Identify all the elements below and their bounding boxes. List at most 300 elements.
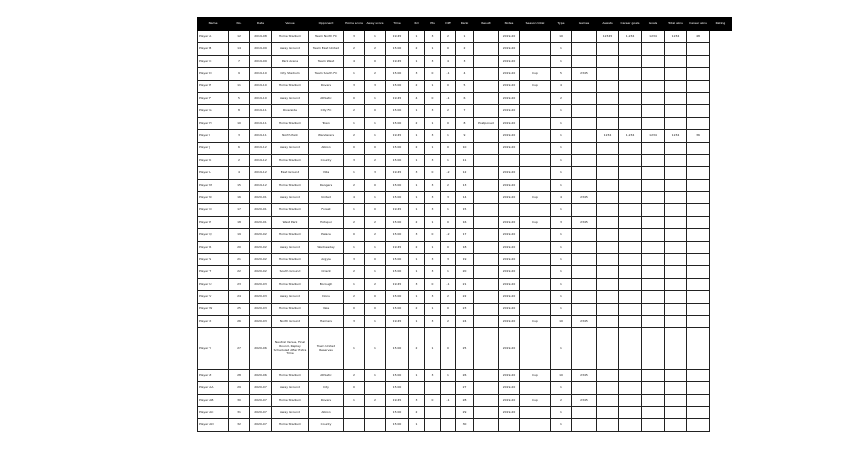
table-cell bbox=[474, 266, 499, 278]
table-cell: 1 bbox=[409, 130, 425, 142]
table-cell bbox=[365, 382, 386, 394]
table-cell bbox=[597, 192, 619, 204]
table-cell: 1 bbox=[365, 328, 386, 369]
table-cell: 2020-01 bbox=[250, 204, 272, 216]
table-cell: 0 bbox=[425, 167, 441, 179]
table-cell: 1 bbox=[409, 266, 425, 278]
table-cell: -1 bbox=[441, 278, 456, 290]
table-cell: 2019-20 bbox=[499, 192, 520, 204]
table-cell: 24 bbox=[456, 315, 474, 327]
table-cell bbox=[642, 369, 665, 381]
column-header[interactable]: Opponent bbox=[309, 18, 344, 31]
table-cell: Home Stadium bbox=[272, 303, 309, 315]
table-cell bbox=[619, 291, 642, 303]
table-cell: Home Stadium bbox=[272, 31, 309, 43]
table-cell: 19:45 bbox=[386, 315, 409, 327]
table-cell: 1 bbox=[409, 192, 425, 204]
table-cell: Player O bbox=[198, 204, 229, 216]
table-cell bbox=[665, 278, 687, 290]
column-header[interactable]: Venue bbox=[272, 18, 309, 31]
table-cell: 2 bbox=[344, 179, 365, 191]
table-cell: Home Stadium bbox=[272, 369, 309, 381]
table-cell: 2345 bbox=[572, 192, 597, 204]
table-cell: 1 bbox=[425, 303, 441, 315]
table-cell: 1 bbox=[551, 382, 572, 394]
table-row bbox=[198, 229, 732, 241]
column-header[interactable]: Away score bbox=[365, 18, 386, 31]
table-cell bbox=[474, 142, 499, 154]
table-cell: 29 bbox=[229, 382, 250, 394]
table-cell: 0 bbox=[344, 303, 365, 315]
table-cell: 2019-11 bbox=[250, 130, 272, 142]
table-cell bbox=[597, 167, 619, 179]
table-cell bbox=[642, 216, 665, 228]
table-cell: 15:00 bbox=[386, 291, 409, 303]
table-cell: 3 bbox=[425, 204, 441, 216]
table-cell bbox=[441, 407, 456, 419]
table-cell: 0 bbox=[344, 142, 365, 154]
table-cell bbox=[687, 142, 710, 154]
table-cell: 16 bbox=[229, 192, 250, 204]
table-cell bbox=[665, 328, 687, 369]
column-header[interactable]: Season total bbox=[520, 18, 551, 31]
table-cell: 19:45 bbox=[386, 92, 409, 104]
table-cell: United bbox=[309, 192, 344, 204]
table-cell: Team North FC bbox=[309, 31, 344, 43]
table-cell: 0 bbox=[425, 229, 441, 241]
table-cell bbox=[597, 80, 619, 92]
table-cell: 1 bbox=[425, 43, 441, 55]
column-header[interactable]: Pts bbox=[425, 18, 441, 31]
table-cell bbox=[520, 142, 551, 154]
table-cell: 1 bbox=[441, 204, 456, 216]
table-cell: 22 bbox=[456, 291, 474, 303]
table-cell: 5 bbox=[229, 92, 250, 104]
table-cell: 0 bbox=[365, 105, 386, 117]
table-cell bbox=[619, 192, 642, 204]
table-cell: Home Stadium bbox=[272, 80, 309, 92]
table-cell: 1234 bbox=[665, 130, 687, 142]
table-cell: 6 bbox=[456, 92, 474, 104]
table-cell: Cup bbox=[520, 216, 551, 228]
table-cell: 2345 bbox=[572, 216, 597, 228]
table-cell: 3 bbox=[425, 315, 441, 327]
table-cell: 22 bbox=[229, 266, 250, 278]
table-row bbox=[198, 80, 732, 92]
table-cell: North Ground bbox=[272, 315, 309, 327]
table-cell: Home Stadium bbox=[272, 117, 309, 129]
table-cell: 1 bbox=[551, 105, 572, 117]
table-row bbox=[198, 266, 732, 278]
table-cell: 9 bbox=[456, 130, 474, 142]
table-cell: Player T bbox=[198, 266, 229, 278]
table-cell: 2345 bbox=[572, 315, 597, 327]
table-cell: Albion bbox=[309, 142, 344, 154]
table-cell bbox=[597, 43, 619, 55]
table-cell bbox=[665, 315, 687, 327]
table-cell: 1 bbox=[551, 142, 572, 154]
table-cell: 2020-01 bbox=[250, 216, 272, 228]
table-cell: 15:00 bbox=[386, 216, 409, 228]
table-cell: 23 bbox=[456, 303, 474, 315]
table-cell: 0 bbox=[344, 382, 365, 394]
table-cell bbox=[665, 154, 687, 166]
table-cell: 15:00 bbox=[386, 43, 409, 55]
column-header[interactable]: No. bbox=[229, 18, 250, 31]
table-cell: 2 bbox=[456, 43, 474, 55]
table-cell: Player V bbox=[198, 291, 229, 303]
table-cell: 2 bbox=[365, 68, 386, 80]
table-cell: Park Arena bbox=[272, 55, 309, 67]
table-cell: 1 bbox=[551, 43, 572, 55]
column-header[interactable]: Home score bbox=[344, 18, 365, 31]
table-cell: Borough bbox=[309, 278, 344, 290]
table-cell bbox=[572, 80, 597, 92]
table-cell: 19:45 bbox=[386, 31, 409, 43]
table-cell bbox=[687, 43, 710, 55]
table-cell: 28 bbox=[229, 369, 250, 381]
table-cell: Away Ground bbox=[272, 92, 309, 104]
table-cell bbox=[474, 328, 499, 369]
table-cell: Athletic bbox=[309, 369, 344, 381]
table-cell: 1 bbox=[365, 92, 386, 104]
table-row bbox=[198, 142, 732, 154]
table-cell: 2019-20 bbox=[499, 229, 520, 241]
table-cell: 2345 bbox=[572, 394, 597, 406]
table-cell: 1 bbox=[456, 31, 474, 43]
table-cell: Vale bbox=[309, 303, 344, 315]
table-cell: 4 bbox=[229, 167, 250, 179]
table-cell: 2 bbox=[441, 315, 456, 327]
table-cell: 1 bbox=[409, 291, 425, 303]
table-cell: 3 bbox=[229, 130, 250, 142]
table-cell: 11 bbox=[456, 154, 474, 166]
table-cell: 1 bbox=[551, 278, 572, 290]
column-header[interactable]: Games bbox=[572, 18, 597, 31]
table-cell bbox=[665, 167, 687, 179]
table-row bbox=[198, 105, 732, 117]
table-cell: 4 bbox=[551, 80, 572, 92]
table-cell: 1 bbox=[344, 278, 365, 290]
table-cell: 2019-20 bbox=[499, 80, 520, 92]
table-cell: 2020-02 bbox=[250, 229, 272, 241]
table-cell: Player AD bbox=[198, 419, 229, 432]
table-cell: Home Stadium bbox=[272, 278, 309, 290]
table-cell bbox=[499, 419, 520, 432]
table-cell: 2020-06 bbox=[250, 328, 272, 369]
table-cell: Cup bbox=[520, 68, 551, 80]
table-cell: Player A bbox=[198, 31, 229, 43]
table-row bbox=[198, 382, 732, 394]
table-cell: 0 bbox=[441, 142, 456, 154]
table-cell: 2020-03 bbox=[250, 303, 272, 315]
table-cell bbox=[474, 55, 499, 67]
table-cell: Cup bbox=[520, 369, 551, 381]
table-cell bbox=[572, 92, 597, 104]
table-cell bbox=[687, 241, 710, 253]
table-cell: 1 bbox=[551, 266, 572, 278]
table-cell: Town bbox=[309, 117, 344, 129]
table-cell bbox=[665, 117, 687, 129]
table-cell: Neutral Venue, Final Round, Replay Scheduled After Extra Time bbox=[272, 328, 309, 369]
column-header[interactable]: Result bbox=[474, 18, 499, 31]
column-header[interactable]: Career wins bbox=[687, 18, 710, 31]
table-cell: 0 bbox=[344, 229, 365, 241]
table-cell: County bbox=[309, 419, 344, 432]
table-cell: 2019-11 bbox=[250, 105, 272, 117]
column-header[interactable]: Time bbox=[386, 18, 409, 31]
table-cell: -2 bbox=[441, 229, 456, 241]
table-cell bbox=[572, 117, 597, 129]
table-cell bbox=[597, 179, 619, 191]
table-row bbox=[198, 394, 732, 406]
table-cell: 15 bbox=[229, 179, 250, 191]
table-row bbox=[198, 130, 732, 142]
table-cell: 3 bbox=[344, 254, 365, 266]
table-cell: 2019-20 bbox=[499, 105, 520, 117]
table-cell bbox=[520, 179, 551, 191]
table-cell bbox=[520, 382, 551, 394]
table-cell: 1 bbox=[441, 266, 456, 278]
table-cell: 3 bbox=[456, 55, 474, 67]
table-cell: -1 bbox=[441, 68, 456, 80]
table-cell: 2 bbox=[409, 80, 425, 92]
table-cell bbox=[665, 382, 687, 394]
table-cell bbox=[687, 68, 710, 80]
table-cell: Forest bbox=[309, 204, 344, 216]
table-cell: 4 bbox=[344, 192, 365, 204]
table-cell bbox=[642, 105, 665, 117]
table-cell bbox=[520, 117, 551, 129]
table-cell bbox=[665, 266, 687, 278]
table-cell bbox=[642, 179, 665, 191]
table-cell bbox=[474, 192, 499, 204]
table-cell: 2019-10 bbox=[250, 80, 272, 92]
table-cell: -1 bbox=[441, 92, 456, 104]
table-cell: Player E bbox=[198, 80, 229, 92]
table-cell bbox=[642, 278, 665, 290]
table-cell: 0 bbox=[365, 291, 386, 303]
table-cell bbox=[520, 407, 551, 419]
table-cell: 27 bbox=[456, 382, 474, 394]
table-cell: 15:00 bbox=[386, 407, 409, 419]
table-cell: 14 bbox=[456, 192, 474, 204]
table-cell bbox=[687, 192, 710, 204]
table-cell bbox=[642, 117, 665, 129]
table-cell: 1 bbox=[425, 142, 441, 154]
table-cell: 2 bbox=[365, 394, 386, 406]
table-cell bbox=[642, 394, 665, 406]
table-cell: 0 bbox=[441, 43, 456, 55]
column-header[interactable]: Rating bbox=[710, 18, 732, 31]
table-cell bbox=[474, 254, 499, 266]
table-row bbox=[198, 328, 732, 369]
table-cell bbox=[687, 216, 710, 228]
table-cell: 15:00 bbox=[386, 80, 409, 92]
table-cell bbox=[597, 229, 619, 241]
table-row bbox=[198, 179, 732, 191]
table-cell: 2 bbox=[344, 43, 365, 55]
table-cell bbox=[665, 303, 687, 315]
table-cell: Player X bbox=[198, 315, 229, 327]
column-header[interactable]: Goals bbox=[642, 18, 665, 31]
column-header[interactable]: Rank bbox=[456, 18, 474, 31]
table-cell bbox=[474, 216, 499, 228]
table-cell: 1 bbox=[551, 229, 572, 241]
table-cell bbox=[597, 369, 619, 381]
table-cell: 3 bbox=[365, 80, 386, 92]
column-header[interactable]: Date bbox=[250, 18, 272, 31]
table-cell: 7 bbox=[456, 105, 474, 117]
table-cell bbox=[572, 278, 597, 290]
table-cell bbox=[642, 68, 665, 80]
table-cell: 2 bbox=[441, 291, 456, 303]
table-cell bbox=[520, 154, 551, 166]
table-cell: 3 bbox=[425, 369, 441, 381]
column-header[interactable]: Diff bbox=[441, 18, 456, 31]
table-cell: 15:00 bbox=[386, 154, 409, 166]
table-row bbox=[198, 291, 732, 303]
table-cell: Team East United bbox=[309, 43, 344, 55]
table-cell: Cup bbox=[520, 192, 551, 204]
table-cell bbox=[687, 179, 710, 191]
table-cell bbox=[597, 278, 619, 290]
table-cell: Away Ground bbox=[272, 192, 309, 204]
table-cell: Rangers bbox=[309, 179, 344, 191]
table-cell bbox=[687, 369, 710, 381]
table-cell bbox=[619, 142, 642, 154]
table-cell bbox=[665, 407, 687, 419]
table-cell bbox=[572, 266, 597, 278]
table-cell: Home Stadium bbox=[272, 154, 309, 166]
table-cell bbox=[597, 117, 619, 129]
table-cell bbox=[597, 92, 619, 104]
table-cell: Dons bbox=[309, 291, 344, 303]
table-cell bbox=[474, 167, 499, 179]
table-cell: 19:45 bbox=[386, 55, 409, 67]
table-cell: 14 bbox=[229, 43, 250, 55]
table-cell: 1 bbox=[365, 130, 386, 142]
table-cell: 5 bbox=[551, 68, 572, 80]
table-cell bbox=[642, 291, 665, 303]
table-cell: 2019-20 bbox=[499, 92, 520, 104]
table-cell bbox=[520, 291, 551, 303]
table-cell bbox=[665, 80, 687, 92]
table-cell bbox=[520, 266, 551, 278]
table-cell: Rovers bbox=[309, 394, 344, 406]
table-cell: Albion bbox=[309, 407, 344, 419]
table-cell: 1 bbox=[344, 394, 365, 406]
table-cell bbox=[474, 369, 499, 381]
table-cell: 1234 bbox=[597, 130, 619, 142]
table-cell: 2019-20 bbox=[499, 130, 520, 142]
table-cell: Player Y bbox=[198, 328, 229, 369]
table-cell: 2020-06 bbox=[250, 369, 272, 381]
table-cell: 21 bbox=[456, 278, 474, 290]
column-header[interactable]: Rd bbox=[409, 18, 425, 31]
table-cell: 4 bbox=[344, 55, 365, 67]
table-cell bbox=[665, 55, 687, 67]
column-header[interactable]: Name bbox=[198, 18, 229, 31]
table-cell: 1 bbox=[441, 130, 456, 142]
table-cell: 1 bbox=[551, 407, 572, 419]
table-cell: 0 bbox=[344, 92, 365, 104]
table-cell bbox=[572, 142, 597, 154]
table-cell: 9 bbox=[229, 68, 250, 80]
table-cell: City bbox=[309, 382, 344, 394]
table-cell bbox=[474, 179, 499, 191]
table-cell bbox=[642, 167, 665, 179]
table-cell: 2020-02 bbox=[250, 241, 272, 253]
table-cell bbox=[665, 394, 687, 406]
table-cell: 11 bbox=[229, 80, 250, 92]
table-cell bbox=[665, 105, 687, 117]
table-cell bbox=[409, 382, 425, 394]
table-cell: 2 bbox=[365, 278, 386, 290]
table-cell: 3 bbox=[425, 179, 441, 191]
table-cell bbox=[642, 382, 665, 394]
table-cell: 3 bbox=[409, 167, 425, 179]
table-cell: 0 bbox=[441, 216, 456, 228]
column-header[interactable]: Total wins bbox=[665, 18, 687, 31]
table-cell: Away Ground bbox=[272, 142, 309, 154]
table-cell: City Stadium bbox=[272, 68, 309, 80]
table-cell bbox=[597, 328, 619, 369]
table-cell bbox=[597, 266, 619, 278]
table-cell: 19 bbox=[456, 254, 474, 266]
table-cell bbox=[642, 43, 665, 55]
table-cell: 15:00 bbox=[386, 303, 409, 315]
table-cell bbox=[572, 254, 597, 266]
table-cell: 2019-20 bbox=[499, 382, 520, 394]
column-header[interactable]: Career goals bbox=[619, 18, 642, 31]
table-cell bbox=[687, 92, 710, 104]
table-cell bbox=[665, 216, 687, 228]
table-cell: 2019-20 bbox=[499, 254, 520, 266]
column-header[interactable]: Notes bbox=[499, 18, 520, 31]
table-cell: 15:00 bbox=[386, 142, 409, 154]
table-cell bbox=[642, 241, 665, 253]
table-cell: Player M bbox=[198, 179, 229, 191]
table-cell: Wednesday bbox=[309, 241, 344, 253]
column-header[interactable]: Type bbox=[551, 18, 572, 31]
table-cell: 2019-12 bbox=[250, 142, 272, 154]
table-cell: 1 bbox=[441, 369, 456, 381]
table-cell: 0 bbox=[441, 117, 456, 129]
table-cell: 1 bbox=[365, 266, 386, 278]
table-cell: 2 bbox=[409, 216, 425, 228]
table-cell: 2019-09 bbox=[250, 43, 272, 55]
table-cell: 2 bbox=[344, 105, 365, 117]
table-cell bbox=[619, 92, 642, 104]
table-cell: 2345 bbox=[572, 369, 597, 381]
table-cell bbox=[520, 328, 551, 369]
table-cell: 2 bbox=[365, 229, 386, 241]
table-cell: Player U bbox=[198, 278, 229, 290]
table-cell: 3 bbox=[409, 278, 425, 290]
table-cell: Player Q bbox=[198, 229, 229, 241]
table-cell bbox=[572, 154, 597, 166]
table-cell: 2020-02 bbox=[250, 266, 272, 278]
table-cell: 29 bbox=[456, 407, 474, 419]
table-cell: Home Stadium bbox=[272, 229, 309, 241]
table-cell: 2019-20 bbox=[499, 43, 520, 55]
table-cell: 2019-20 bbox=[499, 278, 520, 290]
table-cell bbox=[474, 31, 499, 43]
table-cell: 15:00 bbox=[386, 192, 409, 204]
table-row bbox=[198, 303, 732, 315]
column-header[interactable]: Assists bbox=[597, 18, 619, 31]
